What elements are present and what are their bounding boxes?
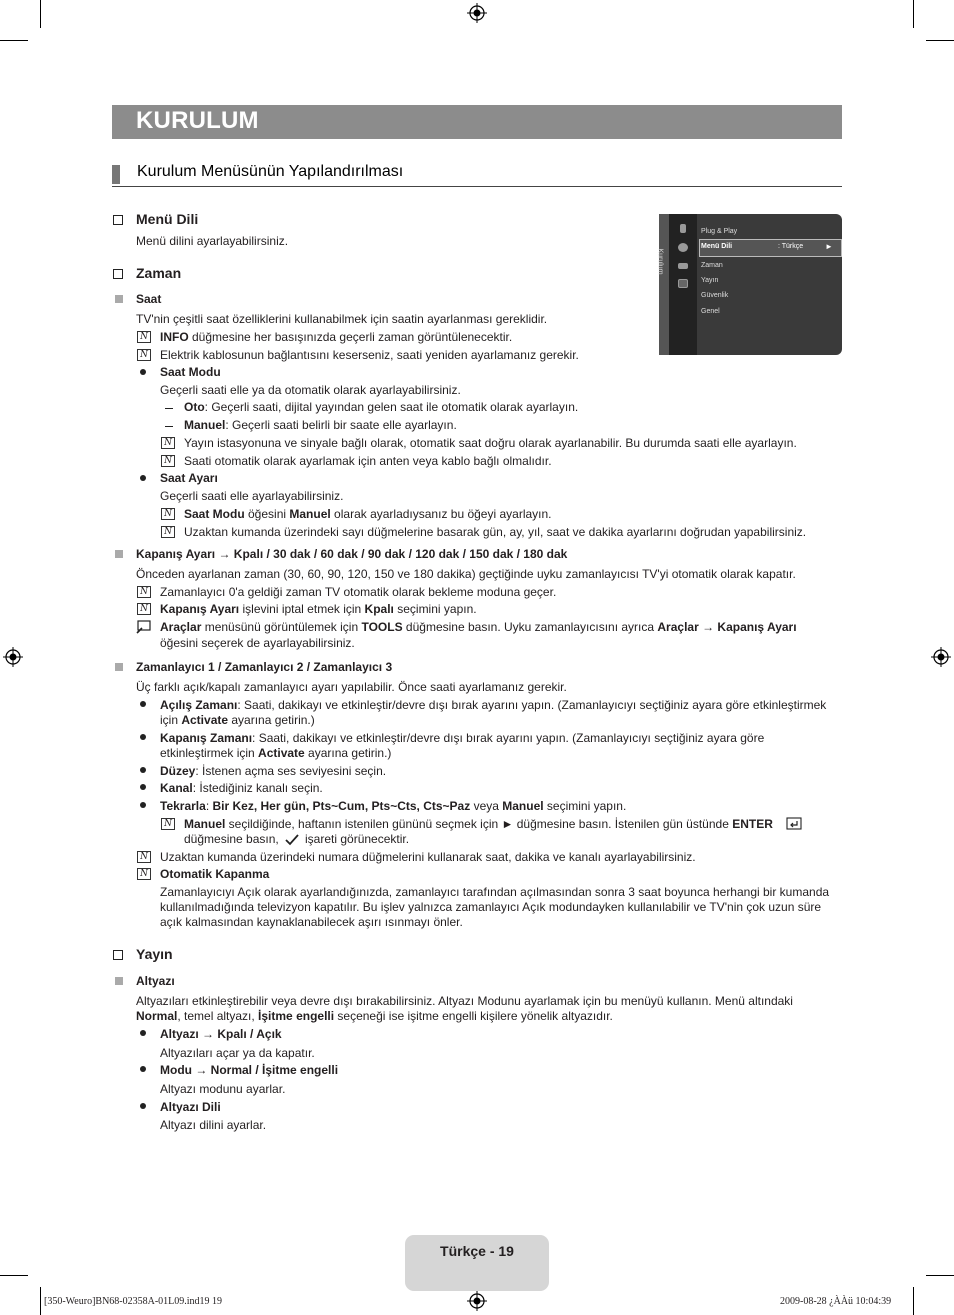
menu-dili-heading: Menü Dili (136, 211, 199, 227)
crop-mark (913, 1287, 914, 1315)
crop-mark (0, 1275, 28, 1276)
dash-bullet-icon (165, 426, 173, 427)
tv-menu-arrow-icon: ► (825, 242, 833, 251)
registration-mark-icon (931, 647, 951, 667)
note-icon: N (137, 349, 151, 361)
square-bullet-icon (115, 550, 123, 558)
section-marker (112, 165, 120, 184)
dash-bullet-icon (165, 408, 173, 409)
tv-menu-item: Zaman (701, 262, 723, 269)
altyazi-mode-heading: Modu → Normal / İşitme engelli (160, 1063, 339, 1077)
menu-dili-desc: Menü dilini ayarlayabilirsiniz. (136, 234, 289, 248)
zaman-heading: Zaman (136, 265, 182, 281)
checkbox-bullet-icon (113, 950, 123, 960)
altyazi-heading: Altyazı (136, 974, 175, 988)
note-text: Saat Modu öğesini Manuel olarak ayarladıysanız bu öğeyi ayarlayın. (184, 507, 552, 521)
checkmark-icon (284, 833, 300, 846)
note-icon: N (137, 586, 151, 598)
note-icon: N (137, 851, 151, 863)
page-title-bar (112, 105, 842, 139)
bullet-icon (140, 701, 146, 707)
registration-mark-icon (467, 1291, 487, 1311)
crop-mark (913, 0, 914, 28)
bullet-icon (140, 1103, 146, 1109)
support-icon (678, 279, 688, 288)
page-title: KURULUM (136, 107, 259, 134)
altyazi-toggle-heading: Altyazı → Kpalı / Açık (160, 1027, 282, 1041)
note-icon: N (137, 868, 151, 880)
bullet-icon (140, 1066, 146, 1072)
setup-gear-icon (678, 243, 688, 252)
registration-mark-icon (3, 647, 23, 667)
square-bullet-icon (115, 295, 123, 303)
crop-mark (40, 0, 41, 28)
note-icon: N (161, 455, 175, 467)
altyazi-mode-desc: Altyazı modunu ayarlar. (160, 1082, 286, 1096)
bullet-icon (140, 734, 146, 740)
crop-mark (926, 40, 954, 41)
section-header (112, 163, 842, 187)
kapanis-zamani-line2: etkinleştirmek için Activate ayarına getirin.) (160, 746, 392, 760)
note-icon: N (161, 526, 175, 538)
altyazi-line2: Normal, temel altyazı, İşitme engelli seçeneği ise işitme engelli kişilere yönelik altyazıdır. (136, 1009, 613, 1023)
saat-modu-heading: Saat Modu (160, 365, 221, 379)
tv-menu-item: Güvenlik (701, 292, 729, 299)
picture-icon (680, 224, 686, 233)
note-text: Uzaktan kumanda üzerindeki numara düğmelerini kullanarak saat, dakika ve kanalı ayarlayabilirsiniz. (160, 850, 696, 864)
square-bullet-icon (115, 977, 123, 985)
registration-mark-icon (467, 3, 487, 23)
bullet-icon (140, 1030, 146, 1036)
manuel-option: Manuel: Geçerli saati belirli bir saate elle ayarlayın. (184, 418, 457, 432)
kapanis-heading: Kapanış Ayarı → Kpalı / 30 dak / 60 dak / 90 dak / 120 dak / 150 dak / 180 dak (136, 547, 568, 561)
altyazi-lang-desc: Altyazı dilini ayarlar. (160, 1118, 267, 1132)
tv-menu-item: Yayın (701, 277, 719, 284)
note-text: Manuel seçildiğinde, haftanın istenilen gününü seçmek için ► düğmesine basın. İstenilen gün üstünde ENTER (184, 817, 773, 831)
oto-kapanma-line3: açık kalmasından kaynaklanabilecek aşırı ısınmayı önler. (160, 915, 463, 929)
kanal: Kanal: İstediğiniz kanalı seçin. (160, 781, 323, 795)
note-text: Uzaktan kumanda üzerindeki sayı düğmelerine basarak gün, ay, yıl, saat ve dakika ayarlarını doğrudan yapabilirsiniz. (184, 525, 807, 539)
bullet-icon (140, 369, 146, 375)
tools-icon (136, 620, 152, 634)
tv-menu-item: Plug & Play (701, 228, 738, 235)
section-title: Kurulum Menüsünün Yapılandırılması (137, 163, 404, 180)
tools-text-line2: öğesini seçerek de ayarlayabilirsiniz. (160, 636, 355, 650)
saat-modu-desc: Geçerli saati elle ya da otomatik olarak ayarlayabilirsiniz. (160, 383, 461, 397)
bullet-icon (140, 802, 146, 808)
acilis-zamani: Açılış Zamanı: Saati, dakikayı ve etkinleştir/devre dışı bırak ayarını yapın. (Zamanlayıcıyı seçtiğiniz ayara göre etkinleştirmek (160, 698, 827, 712)
timer-heading: Zamanlayıcı 1 / Zamanlayıcı 2 / Zamanlayıcı 3 (136, 660, 393, 674)
oto-kapanma-line1: Zamanlayıcıyı Açık olarak ayarlandığınızda, zamanlayıcı tarafından açılmasından sonra 3 saat boyunca herhangi bir kumanda (160, 885, 830, 899)
yayin-heading: Yayın (136, 946, 173, 962)
tools-text: Araçlar menüsünü görüntülemek için TOOLS düğmesine basın. Uyku zamanlayıcısını ayrıca Araçlar → Kapanış Ayarı (160, 620, 797, 634)
tv-menu-item-selected: Menü Dili (701, 243, 733, 250)
note-icon: N (137, 331, 151, 343)
saat-heading: Saat (136, 292, 162, 306)
oto-option: Oto: Geçerli saati, dijital yayından gelen saat ile otomatik olarak ayarlayın. (184, 400, 579, 414)
timer-desc: Üç farklı açık/kapalı zamanlayıcı ayarı yapılabilir. Önce saati ayarlamanız gerekir. (136, 680, 567, 694)
bullet-icon (140, 767, 146, 773)
crop-mark (926, 1275, 954, 1276)
bullet-icon (140, 784, 146, 790)
page-number-tab (405, 1235, 549, 1291)
note-icon: N (137, 603, 151, 615)
tekrarla: Tekrarla: Bir Kez, Her gün, Pts~Cum, Pts~Cts, Cts~Paz veya Manuel seçimini yapın. (160, 799, 627, 813)
tv-menu-screenshot (656, 214, 842, 355)
altyazi-line1: Altyazıları etkinleştirebilir veya devre dışı bırakabilirsiniz. Altyazı Modunu ayarlamak için bu menüyü kullanın. Menü altındaki (136, 994, 793, 1008)
note-icon: N (161, 508, 175, 520)
altyazi-toggle-desc: Altyazıları açar ya da kapatır. (160, 1046, 315, 1060)
kapanis-desc: Önceden ayarlanan zaman (30, 60, 90, 120, 150 ve 180 dakika) geçtiğinde uyku zamanlayıcısı TV'yi otomatik olarak kapatır. (136, 567, 796, 581)
oto-kapanma-line2: kullanılmadığında televizyon kapatılır. Bu işlev yalnızca zamanlayıcı Açık modundayken kullanılabilir ve TV'nin çok uzun süre (160, 900, 822, 914)
note-text: Zamanlayıcı 0'a geldiği zaman TV otomatik olarak bekleme moduna geçer. (160, 585, 557, 599)
tv-menu-vertical-label: Kurulum (656, 248, 664, 275)
kapanis-zamani: Kapanış Zamanı: Saati, dakikayı ve etkinleştir/devre dışı bırak ayarını yapın. (Zamanlayıcıyı seçtiğiniz ayara göre (160, 731, 765, 745)
altyazi-lang-heading: Altyazı Dili (160, 1100, 221, 1114)
tv-menu-item: Genel (701, 308, 720, 315)
tv-menu-selected-value: : Türkçe (778, 243, 804, 250)
print-slug-right: 2009-08-28 ¿ÀÀü 10:04:39 (780, 1296, 892, 1307)
note-icon: N (161, 437, 175, 449)
tv-menu-icon-column (669, 214, 697, 355)
note-text: INFO düğmesine her basışınızda geçerli zaman görüntülenecektir. (160, 330, 513, 344)
saat-desc: TV'nin çeşitli saat özelliklerini kullanabilmek için saatin ayarlanması gereklidir. (136, 312, 548, 326)
crop-mark (40, 1287, 41, 1315)
checkbox-bullet-icon (113, 215, 123, 225)
oto-kapanma-heading: Otomatik Kapanma (160, 867, 270, 881)
note-text: Kapanış Ayarı işlevini iptal etmek için Kpalı seçimini yapın. (160, 602, 477, 616)
note-text: Elektrik kablosunun bağlantısını keserseniz, saati yeniden ayarlamanız gerekir. (160, 348, 579, 362)
note-text-line2: düğmesine basın, (184, 832, 279, 846)
square-bullet-icon (115, 663, 123, 671)
checkbox-bullet-icon (113, 269, 123, 279)
print-slug-left: [350-Weuro]BN68-02358A-01L09.ind19 19 (44, 1296, 223, 1307)
saat-ayari-desc: Geçerli saati elle ayarlayabilirsiniz. (160, 489, 344, 503)
note-text: Yayın istasyonuna ve sinyale bağlı olarak, otomatik saat doğru olarak ayarlanabilir. Bu durumda saati elle ayarlayın. (184, 436, 797, 450)
enter-icon (786, 817, 802, 830)
input-icon (678, 263, 688, 269)
note-icon: N (161, 818, 175, 830)
bullet-icon (140, 475, 146, 481)
page-number: Türkçe - 19 (440, 1243, 514, 1259)
note-text: Saati otomatik olarak ayarlamak için anten veya kablo bağlı olmalıdır. (184, 454, 552, 468)
duzey: Düzey: İstenen açma ses seviyesini seçin. (160, 764, 387, 778)
acilis-zamani-line2: için Activate ayarına getirin.) (160, 713, 315, 727)
saat-ayari-heading: Saat Ayarı (160, 471, 218, 485)
crop-mark (0, 40, 28, 41)
note-text-line2b: işareti görünecektir. (305, 832, 410, 846)
tv-menu-sidebar (656, 214, 669, 355)
